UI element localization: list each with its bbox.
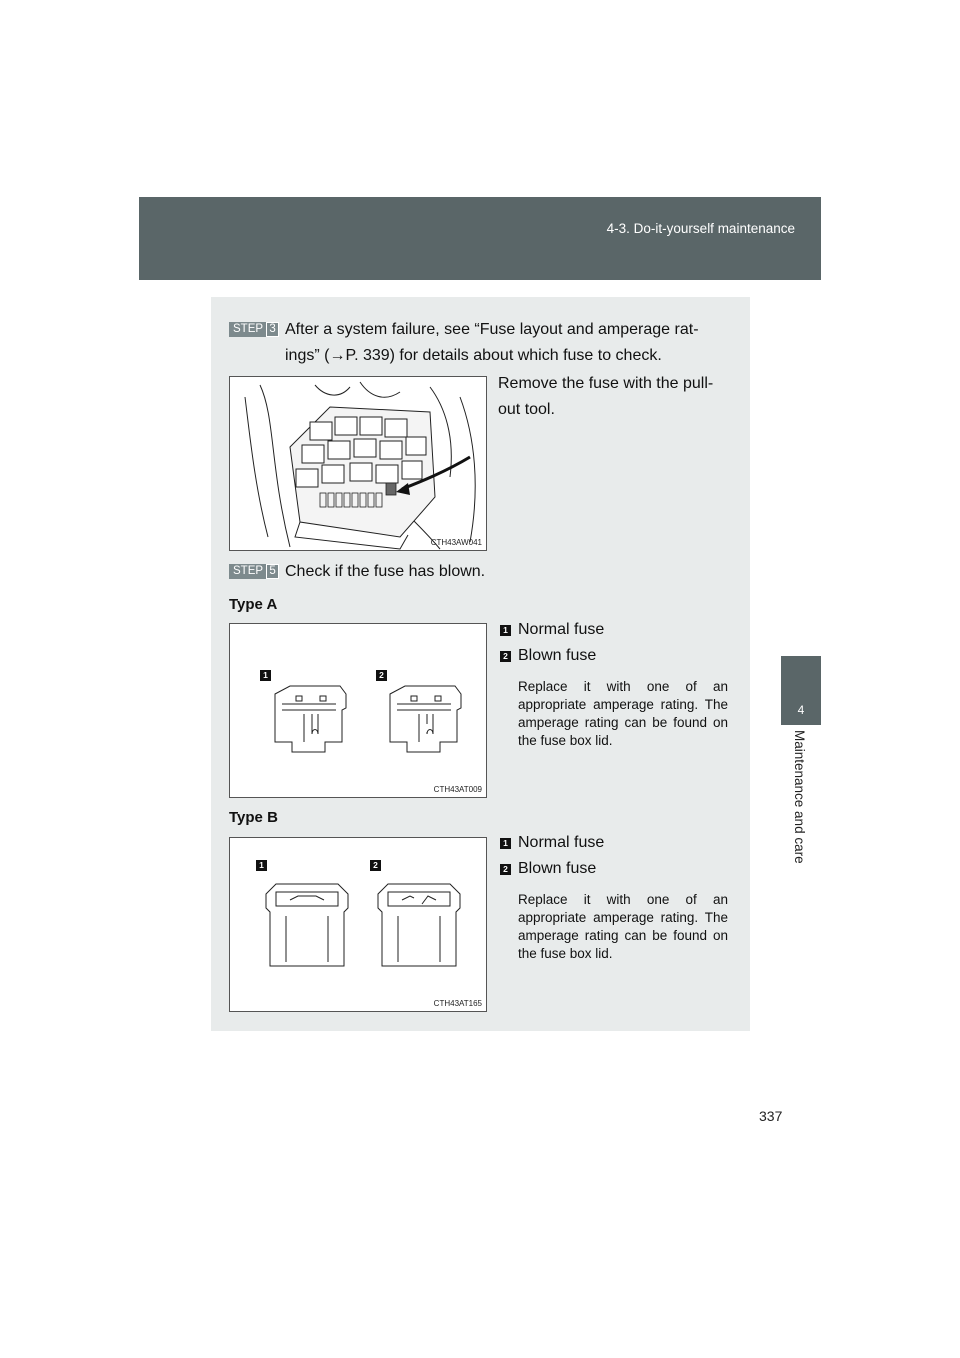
step-label: STEP — [233, 565, 264, 577]
step-4-text-line1: Remove the fuse with the pull- — [498, 375, 714, 392]
step-label: STEP — [233, 323, 264, 335]
figure-code: CTH43AT165 — [433, 999, 482, 1008]
section-title: 4-3. Do-it-yourself maintenance — [606, 221, 795, 236]
fuse-box-drawing — [230, 377, 486, 550]
type-b-fuse-illustration — [229, 837, 487, 1012]
section-header — [139, 197, 821, 280]
callout-2: 2 — [370, 860, 381, 871]
type-b-item-1: Normal fuse — [518, 834, 605, 851]
chapter-tab[interactable] — [781, 656, 821, 725]
type-a-item-1: Normal fuse — [518, 621, 605, 638]
list-marker-2: 2 — [500, 651, 511, 662]
type-a-heading: Type A — [229, 596, 278, 613]
step-3-text-line2: ings” (→P. 339) for details about which fuse to check. — [285, 347, 662, 364]
page-number: 337 — [759, 1108, 783, 1124]
figure-code: CTH43AT009 — [433, 785, 482, 794]
type-a-fuse-drawing — [230, 624, 486, 797]
type-b-heading: Type B — [229, 809, 278, 826]
fuse-box-illustration — [229, 376, 487, 551]
list-marker-1: 1 — [500, 625, 511, 636]
callout-2: 2 — [376, 670, 387, 681]
figure-code: CTH43AW041 — [430, 538, 482, 547]
type-a-fuse-illustration — [229, 623, 487, 798]
type-a-item-2: Blown fuse — [518, 647, 597, 664]
type-b-item-2: Blown fuse — [518, 860, 597, 877]
type-b-note: Replace it with one of an appropriate amperage rating. The amperage rating can be found on the fuse box lid. — [518, 892, 728, 961]
callout-1: 1 — [256, 860, 267, 871]
callout-1: 1 — [260, 670, 271, 681]
chapter-label-text: Maintenance and care — [792, 730, 807, 864]
step-4-text-line2: out tool. — [498, 401, 555, 418]
step-3-text-line1: After a system failure, see “Fuse layout and amperage rat- — [285, 321, 699, 338]
chapter-number: 4 — [797, 703, 805, 717]
step-5-text: Check if the fuse has blown. — [285, 563, 486, 580]
type-b-fuse-drawing — [230, 838, 486, 1011]
list-marker-2: 2 — [500, 864, 511, 875]
list-marker-1: 1 — [500, 838, 511, 849]
type-a-note: Replace it with one of an appropriate amperage rating. The amperage rating can be found on the fuse box lid. — [518, 679, 728, 748]
chapter-label — [784, 730, 814, 880]
step-number: 3 — [266, 322, 279, 337]
step-3-badge — [229, 322, 279, 337]
step-5-badge — [229, 564, 279, 579]
step-number: 5 — [266, 564, 279, 579]
